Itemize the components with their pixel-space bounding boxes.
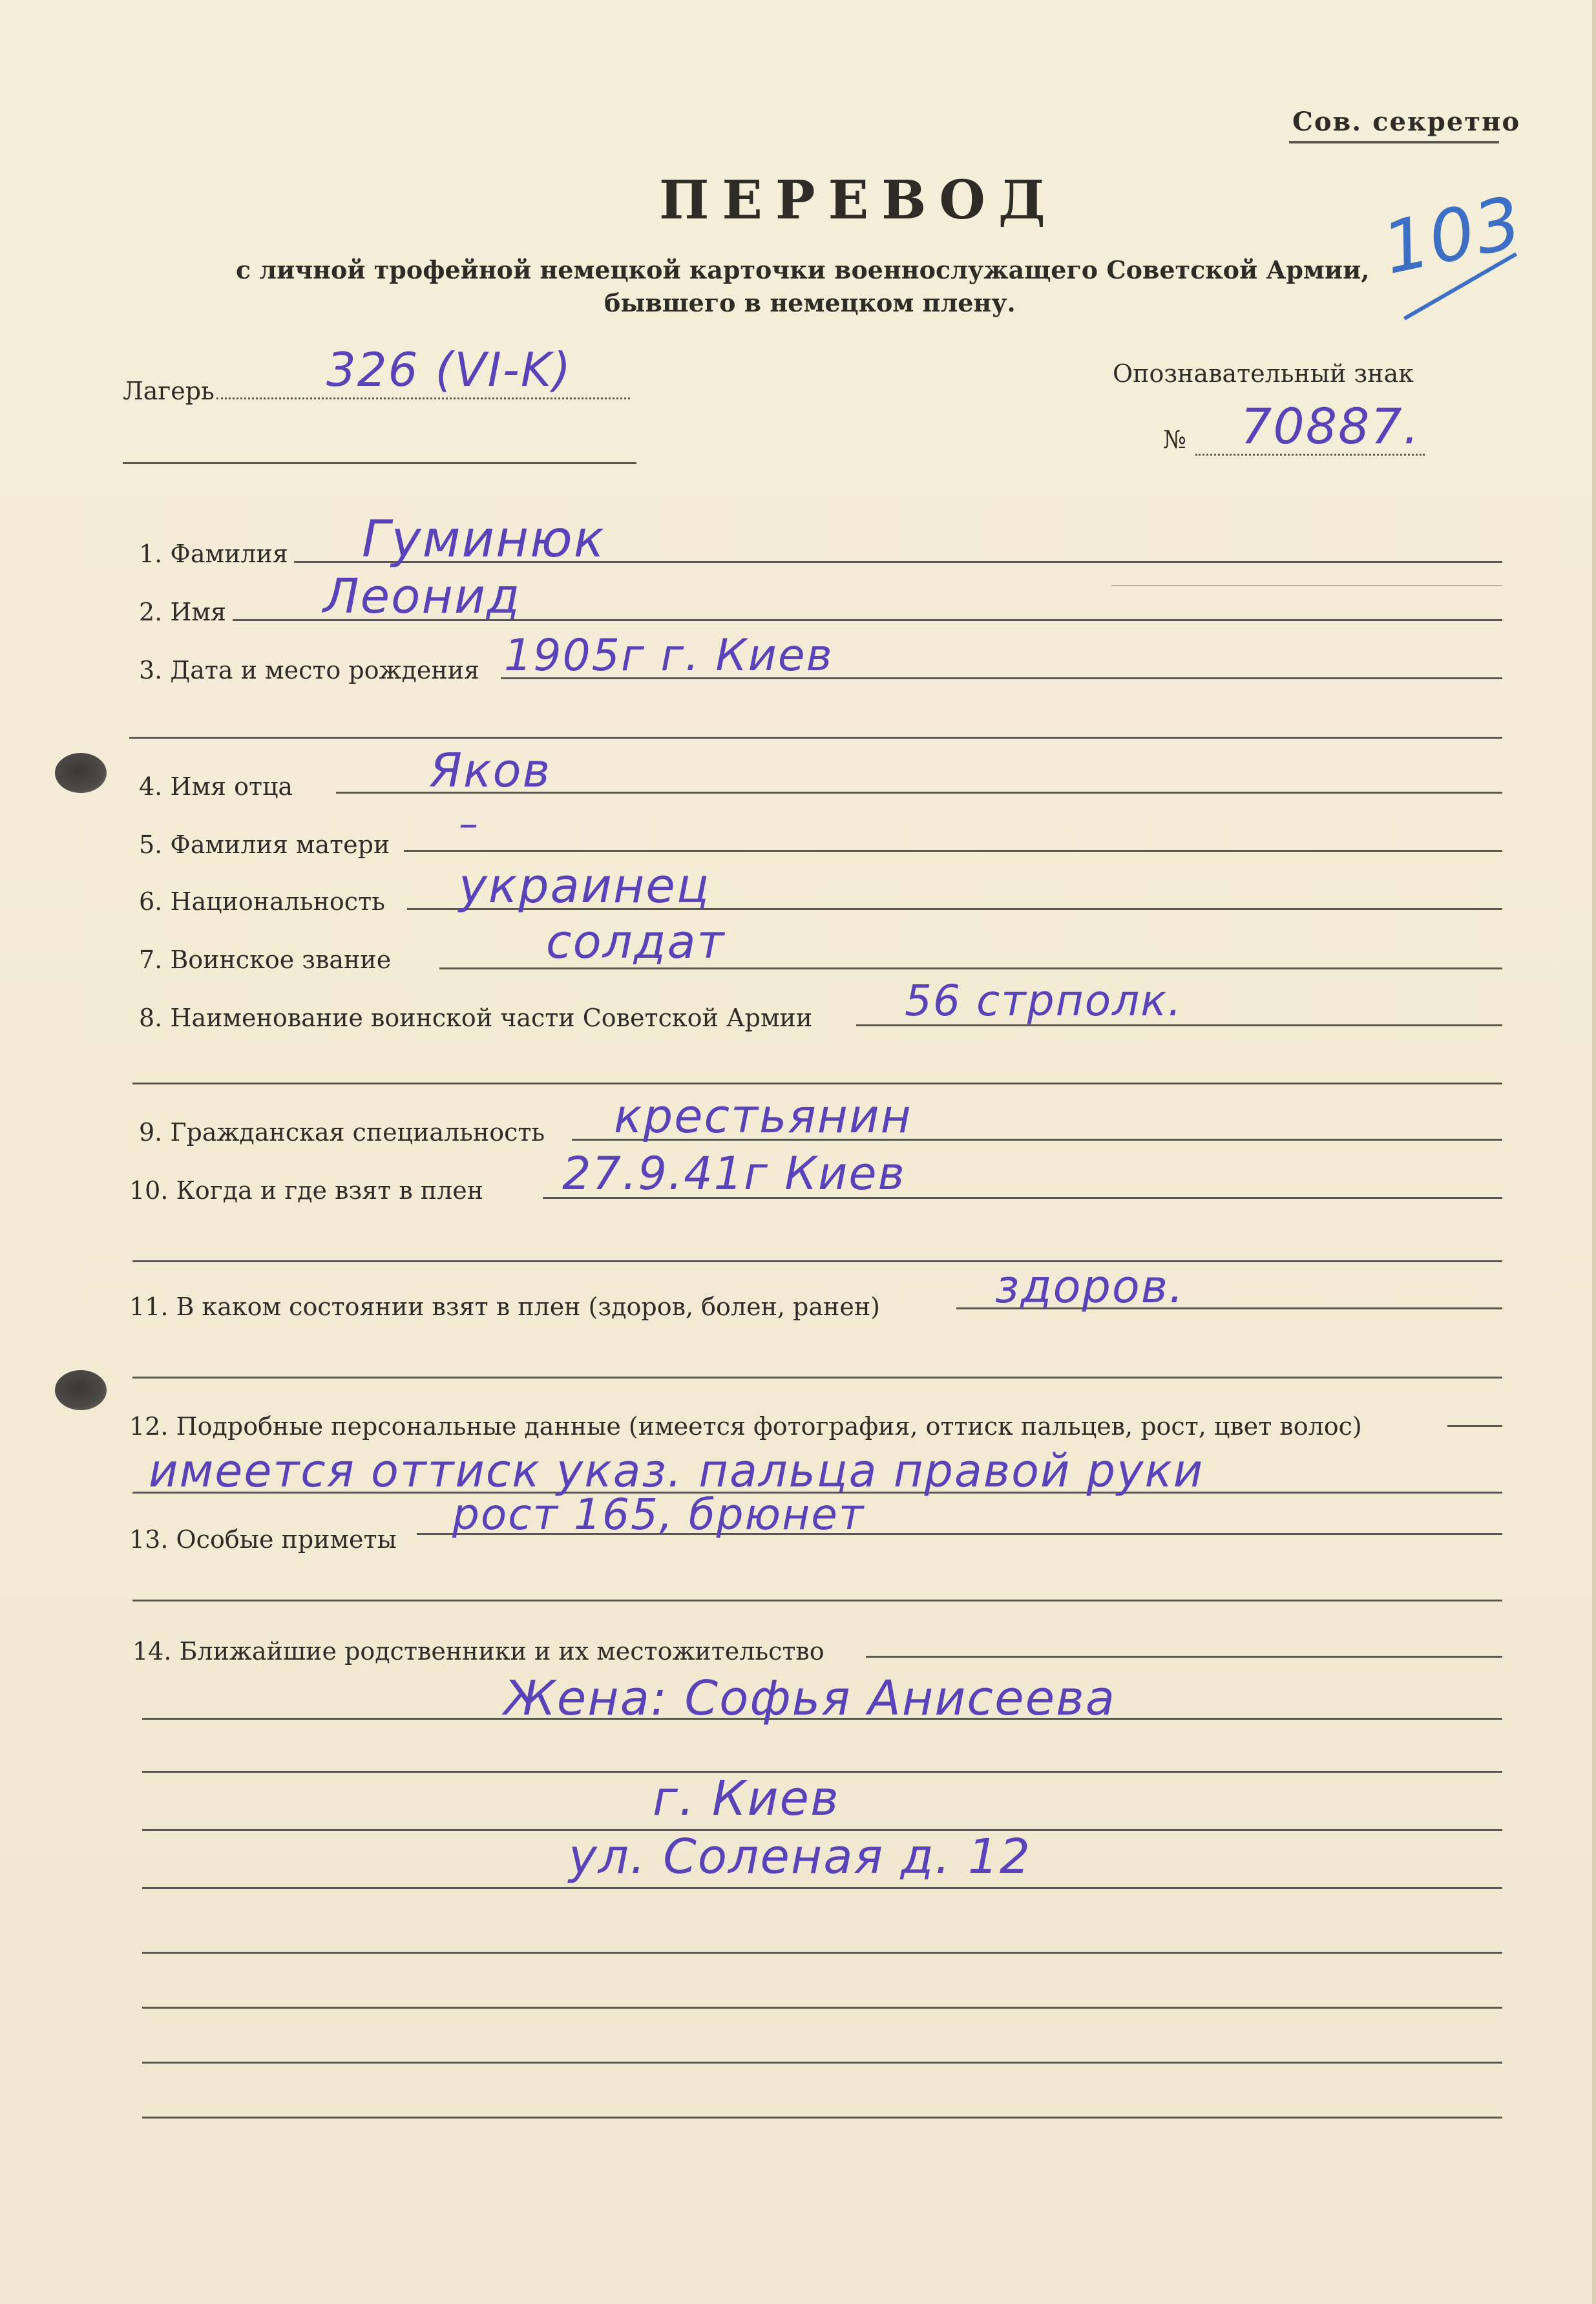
- field-condition-value: здоров.: [995, 1260, 1185, 1313]
- field-profession-value: крестьянин: [614, 1089, 912, 1143]
- field-capture-value: 27.9.41г Киев: [562, 1147, 906, 1200]
- field-relatives-value-line1: Жена: Софья Анисеева: [504, 1671, 1117, 1726]
- identity-number-value: 70887.: [1241, 397, 1420, 455]
- field-capture-line2: [132, 1260, 1502, 1262]
- field-rank-label: 7. Воинское звание: [139, 946, 392, 974]
- document-subtitle-line1: с личной трофейной немецкой карточки военнослужащего Советской Армии,: [236, 255, 1370, 284]
- camp-second-line: [123, 462, 636, 464]
- field-mother-value: –: [459, 801, 479, 847]
- field-unit-value: 56 стрполк.: [905, 976, 1183, 1026]
- field-relatives-line9: [142, 2117, 1502, 2119]
- field-unit-line2: [132, 1083, 1502, 1084]
- field-condition-label: 11. В каком состоянии взят в плен (здоров, болен, ранен): [129, 1293, 880, 1321]
- punch-hole-top: [55, 753, 107, 793]
- field-father-value: Яков: [430, 743, 551, 798]
- identity-tag-label: Опознавательный знак: [1113, 359, 1414, 388]
- field-unit-label: 8. Наименование воинской части Советской Армии: [139, 1004, 813, 1032]
- field-relatives-line: [866, 1656, 1502, 1658]
- field-surname-value: Гуминюк: [362, 511, 605, 569]
- field-personal-data-label: 12. Подробные персональные данные (имеется фотография, оттиск пальцев, рост, цвет волос): [129, 1412, 1362, 1441]
- document-title: ПЕРЕВОД: [659, 169, 1058, 231]
- field-name-value: Леонид: [323, 569, 521, 624]
- identity-number-sign: №: [1163, 425, 1186, 454]
- field-birth-label: 3. Дата и место рождения: [139, 656, 480, 684]
- field-personal-data-line: [1447, 1425, 1502, 1427]
- field-condition-line2: [132, 1377, 1502, 1379]
- field-relatives-line7: [142, 2007, 1502, 2009]
- camp-line: [216, 397, 630, 399]
- field-surname-label: 1. Фамилия: [139, 540, 288, 568]
- classification-stamp: Сов. секретно: [1292, 107, 1521, 137]
- field-relatives-value-line2: г. Киев: [653, 1771, 840, 1826]
- field-relatives-line8: [142, 2062, 1502, 2064]
- camp-label: Лагерь: [123, 377, 215, 405]
- field-name-label: 2. Имя: [139, 598, 227, 626]
- field-mother-label: 5. Фамилия матери: [139, 830, 390, 859]
- field-marks-value: рост 165, брюнет: [452, 1490, 865, 1539]
- field-nationality-label: 6. Национальность: [139, 887, 385, 916]
- field-personal-data-value: имеется оттиск указ. пальца правой руки: [149, 1444, 1204, 1497]
- punch-hole-bottom: [55, 1370, 107, 1410]
- field-birth-value: 1905г г. Киев: [504, 630, 834, 681]
- field-capture-label: 10. Когда и где взят в плен: [129, 1176, 484, 1205]
- field-nationality-value: украинец: [459, 858, 711, 914]
- field-relatives-line6: [142, 1952, 1502, 1954]
- field-father-label: 4. Имя отца: [139, 772, 293, 801]
- field-rank-value: солдат: [546, 914, 726, 969]
- rule: [1111, 585, 1502, 586]
- page-number-annotation: 103: [1376, 180, 1529, 291]
- field-relatives-line5: [142, 1887, 1502, 1889]
- field-birth-line2: [129, 737, 1502, 739]
- field-relatives-label: 14. Ближайшие родственники и их местожительство: [132, 1637, 824, 1665]
- field-profession-label: 9. Гражданская специальность: [139, 1118, 545, 1147]
- field-mother-line: [404, 850, 1502, 852]
- document-subtitle-line2: бывшего в немецком плену.: [604, 288, 1016, 317]
- field-marks-line2: [132, 1600, 1502, 1601]
- field-marks-label: 13. Особые приметы: [129, 1525, 397, 1554]
- classification-underline: [1289, 141, 1499, 143]
- camp-value: 326 (VI-K): [326, 343, 572, 397]
- field-relatives-value-line3: ул. Соленая д. 12: [569, 1829, 1032, 1885]
